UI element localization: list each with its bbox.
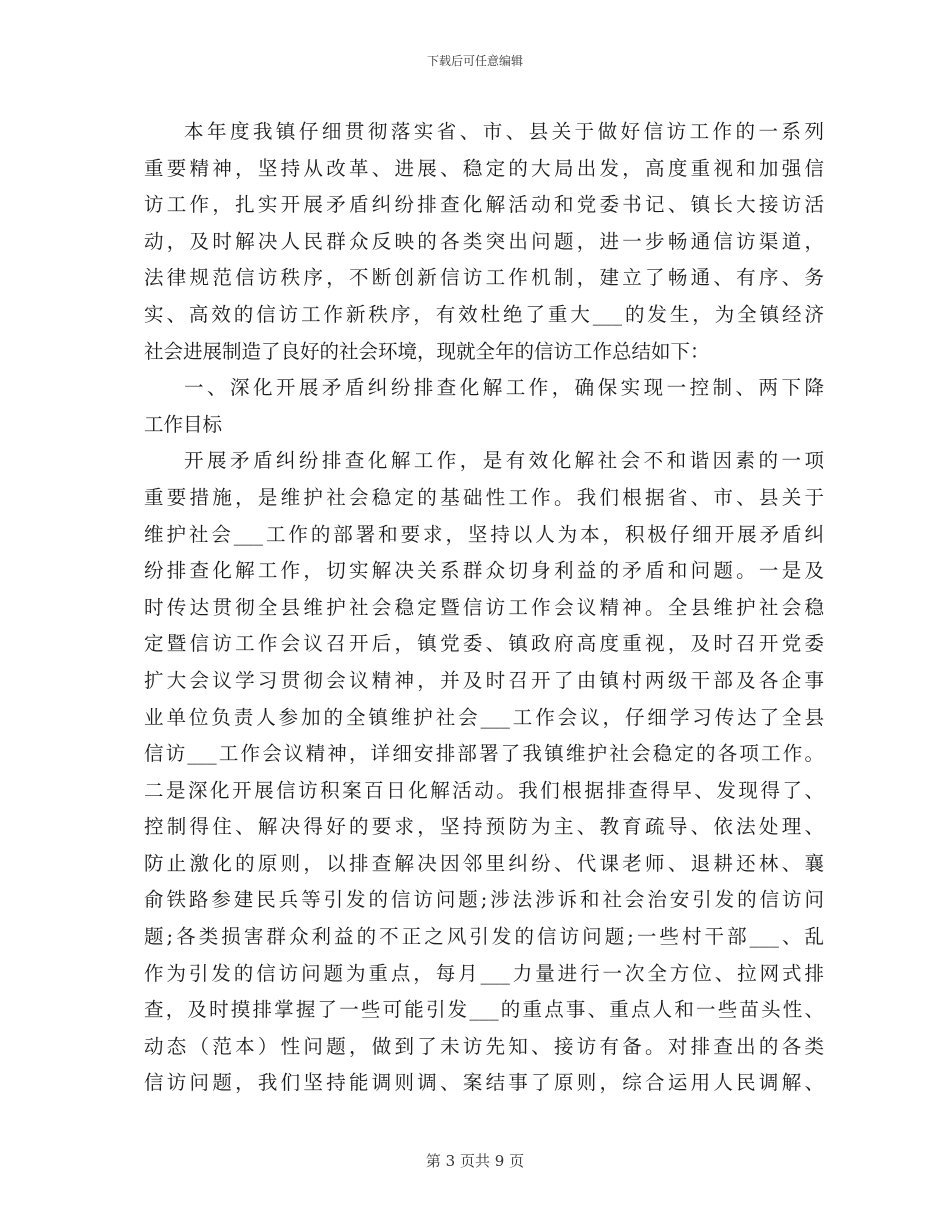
section-heading-line: 一、深化开展矛盾纠纷排查化解工作，确保实现一控制、两下降 [184,376,824,400]
text-line: 防止激化的原则，以排查解决因邻里纠纷、代课老师、退耕还林、襄 [144,851,824,875]
text-line: 题;各类损害群众利益的不正之风引发的信访问题;一些村干部___、乱 [144,925,824,949]
text-line: 重要精神，坚持从改革、进展、稳定的大局出发，高度重视和加强信 [144,156,824,180]
page-number-footer: 第 3 页共 9 页 [425,1152,525,1170]
section-heading-line: 工作目标 [144,412,223,436]
text-line: 法律规范信访秩序，不断创新信访工作机制，建立了畅通、有序、务 [144,266,824,290]
text-line: 俞铁路参建民兵等引发的信访问题;涉法涉诉和社会治安引发的信访问 [144,888,824,912]
text-line: 查，及时摸排掌握了一些可能引发___的重点事、重点人和一些苗头性、 [144,998,824,1022]
text-line: 信访___工作会议精神，详细安排部署了我镇维护社会稳定的各项工作。 [144,742,824,766]
text-line: 社会进展制造了良好的社会环境，现就全年的信访工作总结如下： [144,339,710,363]
text-line: 扩大会议学习贯彻会议精神，并及时召开了由镇村两级干部及各企事 [144,668,824,692]
text-line: 作为引发的信访问题为重点，每月___力量进行一次全方位、拉网式排 [144,961,824,985]
text-line: 信访问题，我们坚持能调则调、案结事了原则，综合运用人民调解、 [144,1071,824,1095]
text-line: 维护社会___工作的部署和要求，坚持以人为本，积极仔细开展矛盾纠 [144,522,824,546]
text-line: 业单位负责人参加的全镇维护社会___工作会议，仔细学习传达了全县 [144,705,824,729]
text-line: 控制得住、解决得好的要求，坚持预防为主、教育疏导、依法处理、 [144,815,824,839]
text-line: 定暨信访工作会议召开后，镇党委、镇政府高度重视，及时召开党委 [144,632,824,656]
text-line: 二是深化开展信访积案百日化解活动。我们根据排查得早、发现得了、 [144,778,824,802]
text-line: 重要措施，是维护社会稳定的基础性工作。我们根据省、市、县关于 [144,485,824,509]
document-body [144,114,824,1102]
text-line: 开展矛盾纠纷排查化解工作，是有效化解社会不和谐因素的一项 [184,449,824,473]
text-line: 动态（范本）性问题，做到了未访先知、接访有备。对排查出的各类 [144,1034,824,1058]
text-line: 纷排查化解工作，切实解决关系群众切身利益的矛盾和问题。一是及 [144,559,824,583]
text-line: 本年度我镇仔细贯彻落实省、市、县关于做好信访工作的一系列 [184,120,824,143]
text-line: 时传达贯彻全县维护社会稳定暨信访工作会议精神。全县维护社会稳 [144,595,824,619]
page-header: 下载后可任意编辑 [426,54,523,68]
text-line: 实、高效的信访工作新秩序，有效杜绝了重大___的发生，为全镇经济 [144,302,824,326]
text-line: 访工作，扎实开展矛盾纠纷排查化解活动和党委书记、镇长大接访活 [144,193,824,217]
text-line: 动，及时解决人民群众反映的各类突出问题，进一步畅通信访渠道， [144,229,824,253]
